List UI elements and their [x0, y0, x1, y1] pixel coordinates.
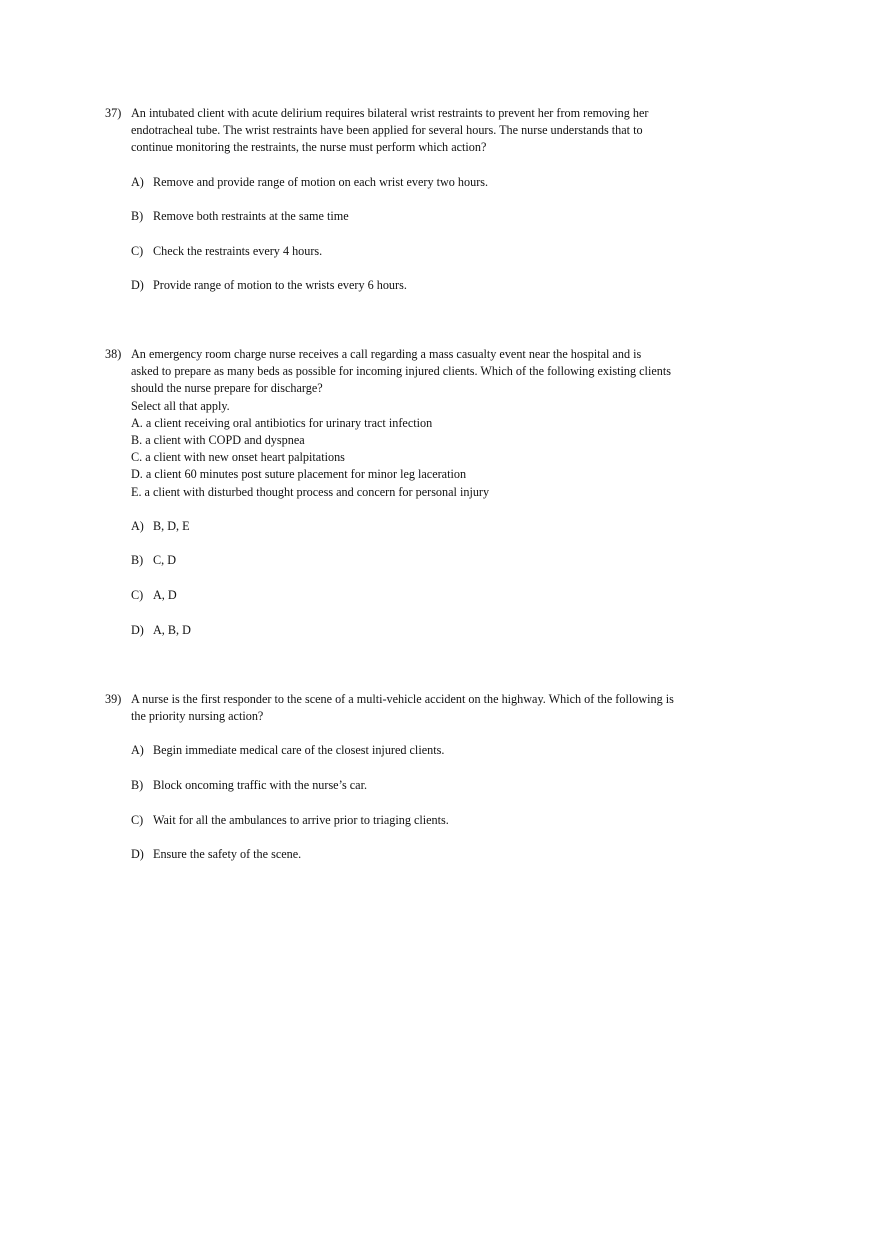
- answer-option-b: [131, 552, 725, 569]
- option-letter: C): [131, 812, 144, 827]
- answer-option-c: [131, 243, 725, 260]
- answer-options: [105, 742, 725, 863]
- stem-line: continue monitoring the restraints, the nurse must perform which action?: [131, 140, 487, 155]
- answer-option-c: [131, 812, 725, 829]
- stem-line: Select all that apply.: [131, 398, 230, 413]
- stem-line: asked to prepare as many beds as possible for incoming injured clients. Which of the following existing clients: [131, 364, 671, 379]
- stem-line: A nurse is the first responder to the scene of a multi-vehicle accident on the highway. Which of the following is: [131, 692, 674, 706]
- answer-option-d: [131, 277, 725, 294]
- option-text: Remove both restraints at the same time: [153, 209, 349, 224]
- option-text: Check the restraints every 4 hours.: [153, 243, 323, 258]
- option-letter: B): [131, 553, 144, 568]
- stem-line: E. a client with disturbed thought process and concern for personal injury: [131, 484, 490, 499]
- stem-line: An emergency room charge nurse receives a call regarding a mass casualty event near the hospital and is: [131, 347, 642, 361]
- answer-option-a: [131, 174, 725, 191]
- question-stem: [105, 346, 725, 501]
- option-letter: A): [131, 174, 144, 189]
- option-text: Provide range of motion to the wrists every 6 hours.: [153, 278, 407, 293]
- answer-option-b: [131, 208, 725, 225]
- stem-line: A. a client receiving oral antibiotics for urinary tract infection: [131, 415, 433, 430]
- answer-option-a: [131, 518, 725, 535]
- question-number: 39): [105, 692, 122, 706]
- option-letter: A): [131, 743, 144, 758]
- option-letter: C): [131, 588, 144, 603]
- option-letter: D): [131, 622, 144, 637]
- option-text: Remove and provide range of motion on each wrist every two hours.: [153, 174, 489, 189]
- option-letter: C): [131, 243, 144, 258]
- stem-line: An intubated client with acute delirium requires bilateral wrist restraints to prevent her from removing her: [131, 106, 649, 120]
- answer-option-b: [131, 777, 725, 794]
- stem-line: endotracheal tube. The wrist restraints have been applied for several hours. The nurse understands that to: [131, 123, 643, 138]
- question-39: [105, 691, 725, 881]
- option-letter: D): [131, 278, 144, 293]
- question-37: [105, 105, 725, 312]
- stem-line: should the nurse prepare for discharge?: [131, 381, 323, 396]
- option-letter: D): [131, 847, 144, 862]
- option-text: B, D, E: [153, 518, 190, 533]
- answer-options: [105, 174, 725, 295]
- option-text: Block oncoming traffic with the nurse’s car.: [153, 778, 368, 792]
- option-letter: A): [131, 518, 144, 533]
- option-text: Wait for all the ambulances to arrive prior to triaging clients.: [153, 812, 449, 827]
- stem-line: C. a client with new onset heart palpitations: [131, 450, 345, 465]
- option-letter: B): [131, 778, 144, 792]
- answer-option-c: [131, 587, 725, 604]
- answer-option-d: [131, 622, 725, 639]
- option-text: C, D: [153, 553, 177, 568]
- question-number: 38): [105, 347, 122, 361]
- option-text: Ensure the safety of the scene.: [153, 847, 302, 862]
- option-text: Begin immediate medical care of the closest injured clients.: [153, 743, 445, 758]
- answer-option-a: [131, 742, 725, 759]
- question-stem: [105, 691, 725, 725]
- question-38: [105, 346, 725, 656]
- question-number: 37): [105, 106, 122, 120]
- answer-options: [105, 518, 725, 639]
- stem-line: D. a client 60 minutes post suture placement for minor leg laceration: [131, 467, 467, 482]
- question-stem: [105, 105, 725, 157]
- option-text: A, B, D: [153, 622, 191, 637]
- stem-line: B. a client with COPD and dyspnea: [131, 433, 305, 448]
- answer-option-d: [131, 846, 725, 863]
- stem-line: the priority nursing action?: [131, 709, 264, 724]
- option-letter: B): [131, 209, 144, 224]
- option-text: A, D: [153, 588, 177, 603]
